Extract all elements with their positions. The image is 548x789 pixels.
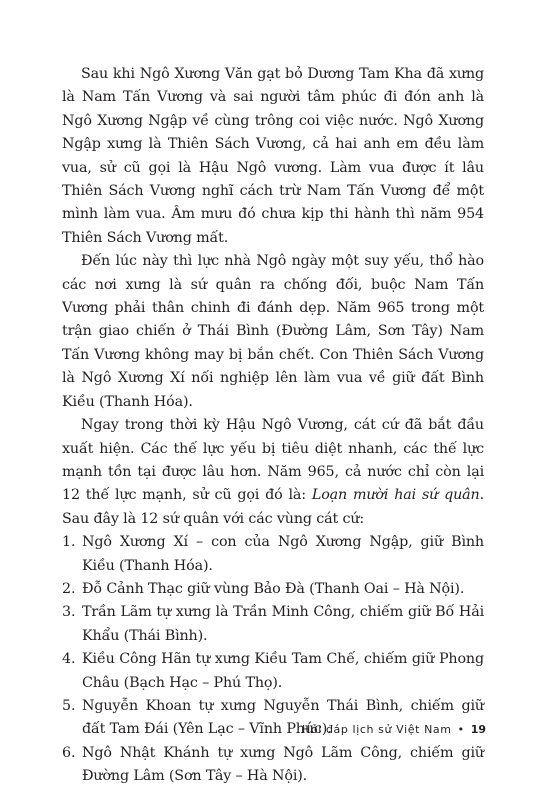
list-item [62, 648, 484, 695]
list-item [62, 578, 484, 601]
paragraph-2: Đến lúc này thì lực nhà Ngô ngày một suy yếu, thổ hào các nơi xưng là sứ quân ra chống đối, buộc Nam Tấn Vương phải thân chinh đi đánh dẹp. Năm 965 trong một trận giao chiến ở Thái Bình (Đường Lâm, Sơn Tây) Nam Tấn Vương không may bị bắn chết. Con Thiên Sách Vương là Ngô Xương Xí nối nghiệp lên làm vua về giữ đất Bình Kiều (Thanh Hóa). [62, 253, 484, 410]
list-item-number: 5. [62, 697, 76, 714]
list-item-number: 2. [62, 580, 76, 597]
list-item-number: 3. [62, 604, 76, 621]
list-item [62, 531, 484, 578]
page-number: 19 [470, 723, 486, 736]
footer-separator: • [457, 723, 465, 736]
warlords-list [62, 531, 484, 788]
list-item-text: Ngô Nhật Khánh tự xưng Ngô Lãm Công, chiếm giữ Đường Lâm (Sơn Tây – Hà Nội). [82, 744, 484, 785]
page-body [62, 63, 484, 789]
list-item-text: Trần Lãm tự xưng là Trần Minh Công, chiếm giữ Bố Hải Khẩu (Thái Bình). [82, 604, 484, 644]
list-item-text: Kiều Công Hãn tự xưng Kiều Tam Chế, chiếm giữ Phong Châu (Bạch Hạc – Phú Thọ). [82, 651, 484, 691]
list-item-number: 1. [62, 534, 76, 551]
running-footer [302, 723, 486, 736]
list-item-text: Nguyễn Khoan tự xưng Nguyễn Thái Bình, chiếm giữ đất Tam Đái (Yên Lạc – Vĩnh Phúc). [82, 697, 484, 738]
list-item-number: 4. [62, 651, 76, 668]
paragraph-1: Sau khi Ngô Xương Văn gạt bỏ Dương Tam Kha đã xưng là Nam Tấn Vương và sai người tâm phúc đi đón anh là Ngô Xương Ngập về cùng trông coi việc nước. Ngô Xương Ngập xưng là Thiên Sách Vương, cả hai anh em đều làm vua, sử cũ gọi là Hậu Ngô vương. Làm vua được ít lâu Thiên Sách Vương nghĩ cách trừ Nam Tấn Vương để một mình làm vua. Âm mưu đó chưa kịp thi hành thì năm 954 Thiên Sách Vương mất. [62, 66, 484, 246]
paragraph-3-text: Ngay trong thời kỳ Hậu Ngô Vương, cát cứ đã bắt đầu xuất hiện. Các thế lực yếu bị tiêu diệt nhanh, các thế lực mạnh tồn tại được lâu hơn. Năm 965, cả nước chỉ còn lại 12 thế lực mạnh, sử cũ gọi đó là: [62, 417, 484, 504]
list-item-text: Ngô Xương Xí – con của Ngô Xương Ngập, giữ Bình Kiều (Thanh Hóa). [82, 534, 484, 574]
paragraph-3 [62, 414, 484, 531]
paragraph-3-tail: . Sau đây là 12 sứ quân với các vùng cát cứ: [62, 487, 484, 527]
footer-book-title: Hỏi đáp lịch sử Việt Nam [302, 723, 452, 736]
list-item-text: Đỗ Cảnh Thạc giữ vùng Bảo Đà (Thanh Oai – Hà Nội). [82, 580, 465, 597]
list-item-number: 6. [62, 744, 76, 761]
list-item [62, 601, 484, 648]
list-item [62, 742, 484, 789]
paragraph-3-emphasis: Loạn mười hai sứ quân [311, 487, 480, 504]
